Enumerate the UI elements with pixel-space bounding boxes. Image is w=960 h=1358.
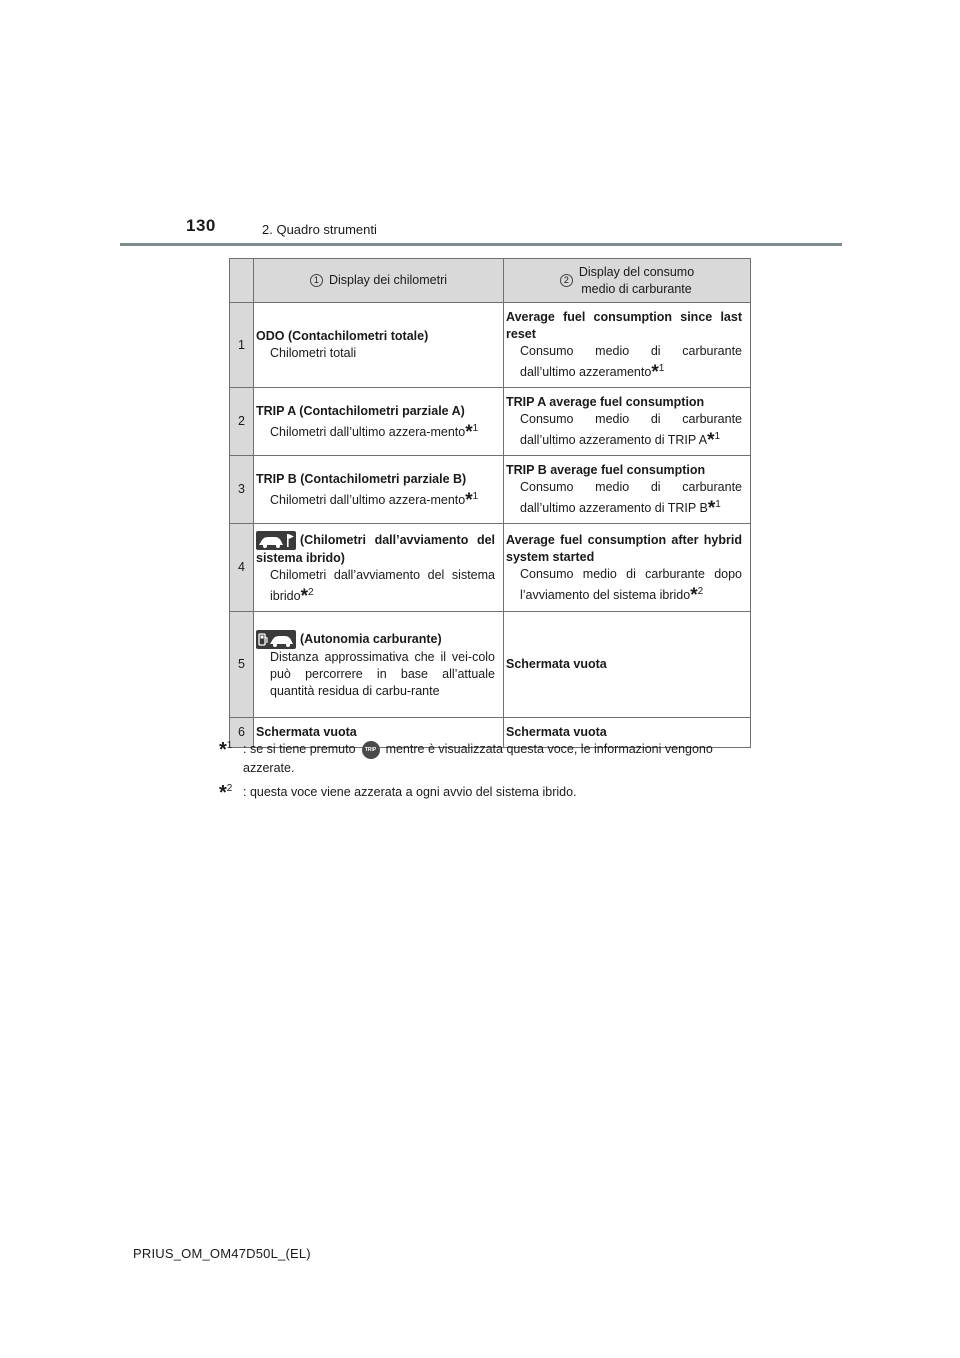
blank-screen-cell: Schermata vuota [504,612,751,718]
row-number: 3 [230,456,254,524]
range-cell: (Autonomia carburante) Distanza approssimativa che il vei-colo può percorrere in base all’attuale quantità residua di carbu-rante [254,612,504,718]
circled-number-1: 1 [310,274,323,287]
header-col2 [504,259,751,303]
page-number: 130 [186,216,216,235]
table-header-row [230,259,751,303]
odometer-cell: (Chilometri dall’avviamento del sistema ibrido) Chilometri dall’avviamento del sistema ibrido*$^2$ [254,524,504,612]
fuel-car-icon [256,630,296,649]
asterisk: * [465,421,473,443]
display-table [229,258,751,748]
col1-title: Display dei chilometri [328,273,448,287]
table-row [230,388,751,456]
table-row [230,303,751,388]
header-num-cell [230,259,254,303]
circled-number-2: 2 [560,274,573,287]
asterisk: * [707,430,715,452]
asterisk: * [690,585,698,607]
table-row [230,524,751,612]
row-number: 2 [230,388,254,456]
footnote-1: *$^1$ : se si tiene premuto TRIP mentre è visualizzata questa voce, le informazioni vengono azzerate. [219,739,713,775]
asterisk: * [651,362,659,384]
asterisk: * [707,498,716,520]
table-row [230,456,751,524]
row-number: 4 [230,524,254,612]
fuel-consumption-cell: TRIP A average fuel consumption Consumo medio di carburante dall’ultimo azzeramento di TRIP A*$^1$ [504,388,751,456]
trip-button-icon: TRIP [362,741,380,759]
document-code: PRIUS_OM_OM47D50L_(EL) [133,1246,311,1261]
footnotes [219,740,759,807]
blank-screen-cell: Schermata vuota [504,718,751,748]
table-row [230,612,751,718]
odometer-cell: ODO (Contachilometri totale) Chilometri totali [254,303,504,388]
fuel-consumption-cell: Average fuel consumption after hybrid system started Consumo medio di carburante dopo l’avviamento del sistema ibrido*$^2$ [504,524,751,612]
asterisk: * [465,489,473,511]
blank-screen-cell: Schermata vuota [254,718,504,748]
fuel-consumption-cell: TRIP B average fuel consumption Consumo medio di carburante dall’ultimo azzeramento di TRIP B*$^1$ [504,456,751,524]
car-flag-icon [256,531,296,550]
asterisk: * [219,781,227,804]
section-title: 2. Quadro strumenti [262,222,377,237]
asterisk: * [300,586,308,608]
row-number: 1 [230,303,254,388]
asterisk: * [219,739,227,762]
fuel-consumption-cell: Average fuel consumption since last reset Consumo medio di carburante dall’ultimo azzeramento*$^1$ [504,303,751,388]
row-number: 5 [230,612,254,718]
odometer-cell: TRIP A (Contachilometri parziale A) Chilometri dall’ultimo azzera-mento*$^1$ [254,388,504,456]
odometer-cell: TRIP B (Contachilometri parziale B) Chilometri dall’ultimo azzera-mento*$^1$ [254,456,504,524]
footnote-2: *$^2$ : questa voce viene azzerata a ogni avvio del sistema ibrido. [219,781,577,804]
col2-title: Display del consumo medio di carburante [578,264,695,296]
row-number: 6 [230,718,254,748]
header-col1 [254,259,504,303]
header-rule [120,243,842,246]
